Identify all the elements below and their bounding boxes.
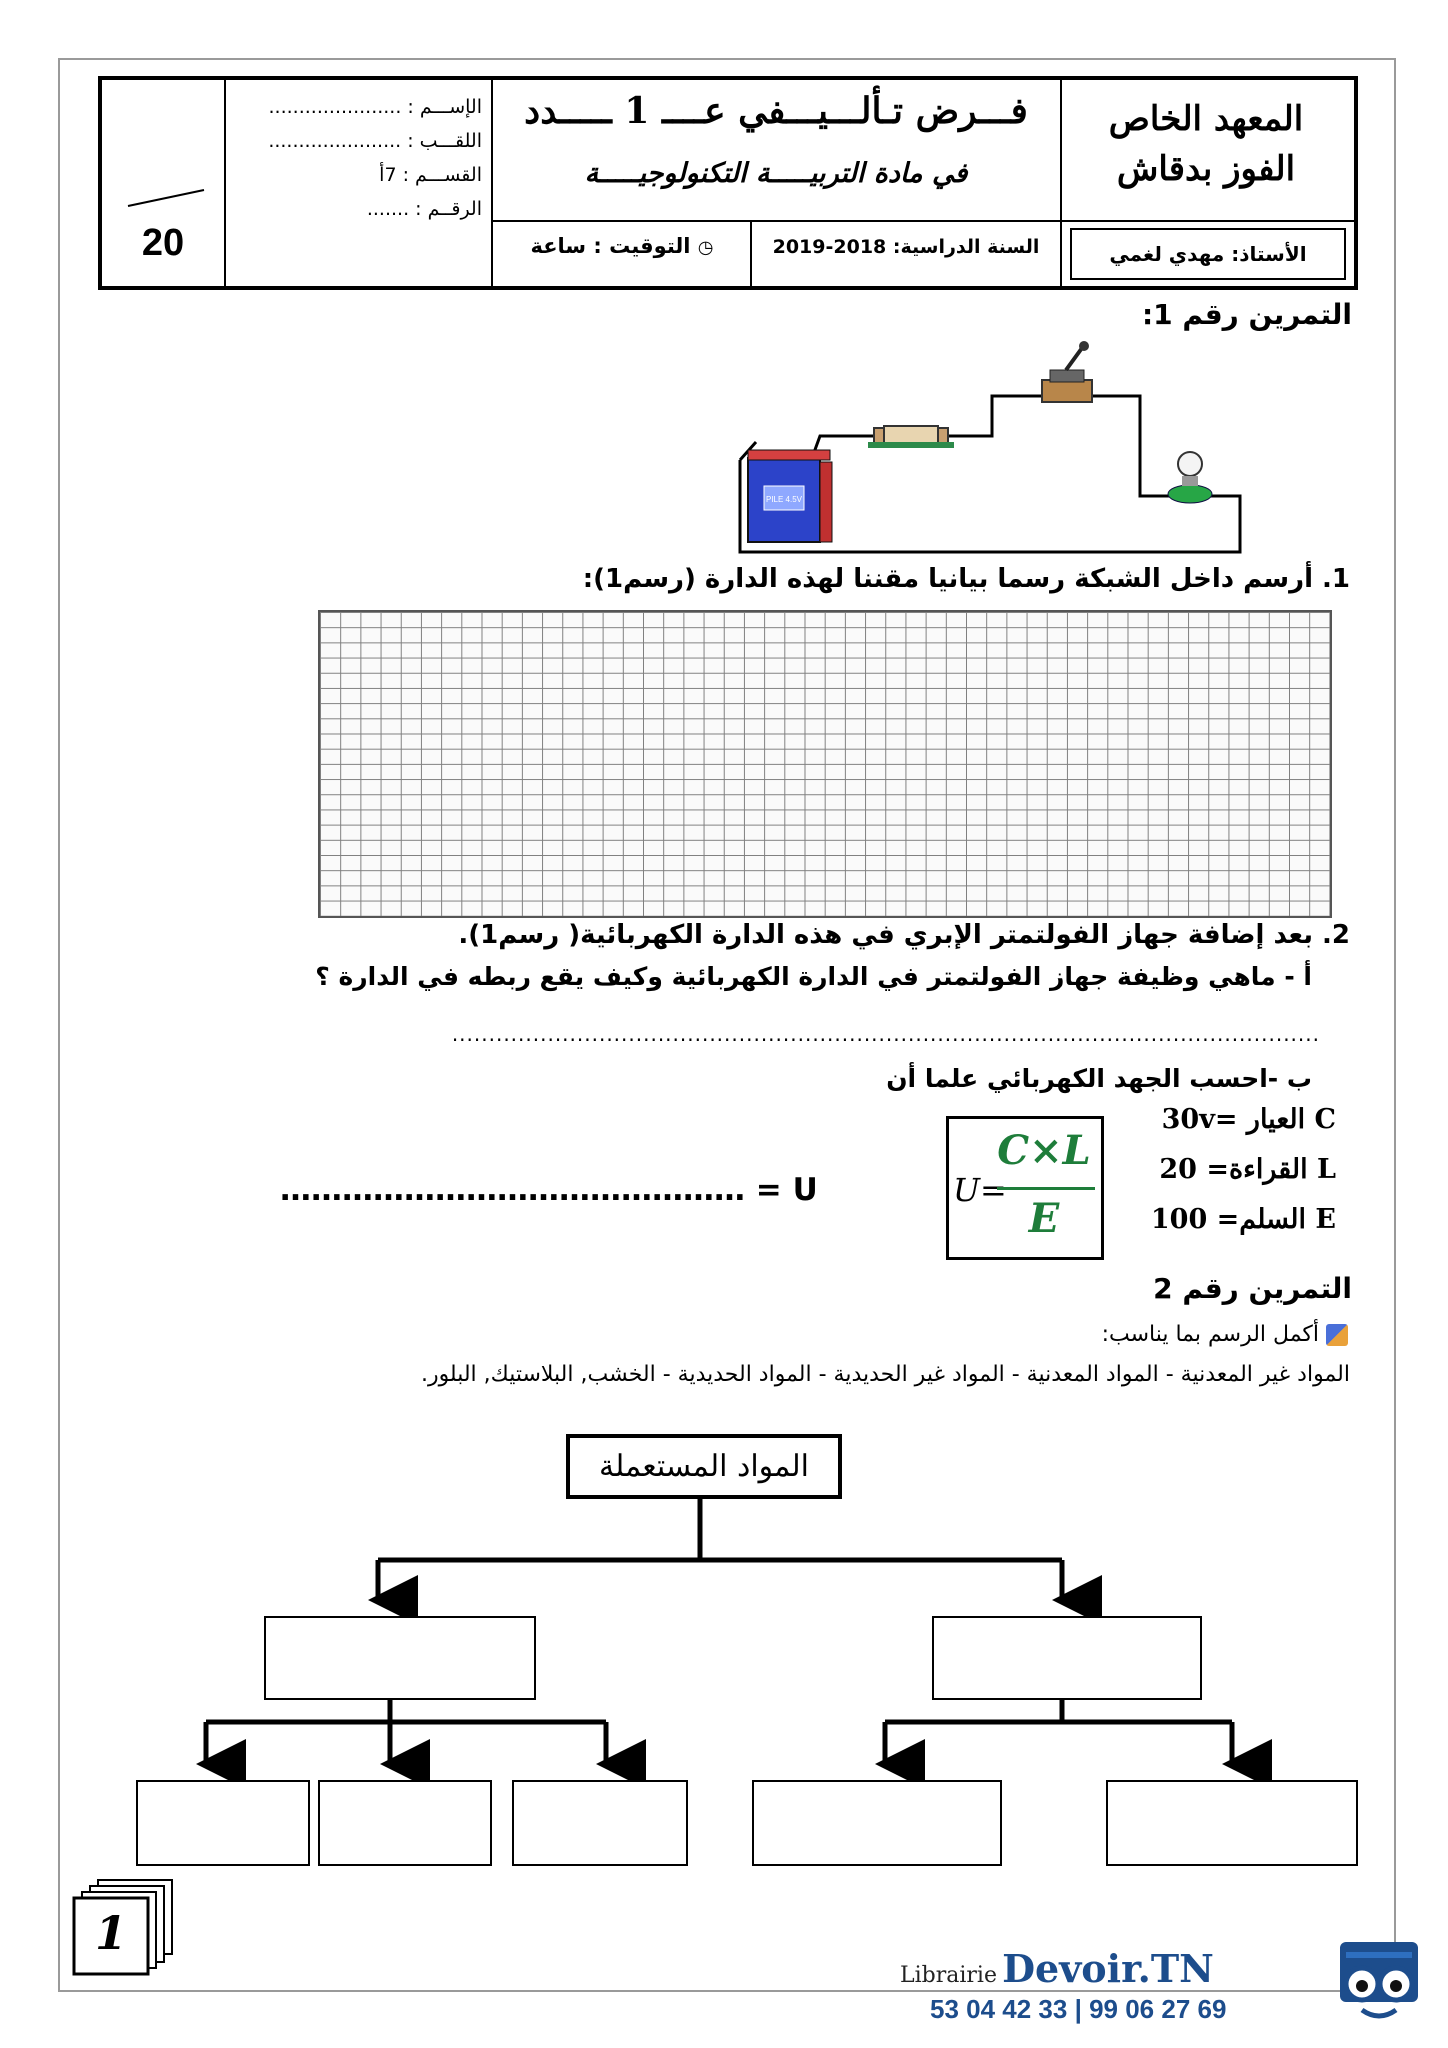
word-bank: المواد غير المعدنية - المواد المعدنية - المواد غير الحديدية - المواد الحديدية - الخشب, البلاستيك, البلور. bbox=[420, 1362, 1350, 1387]
answer-line[interactable]: ...................................................................................................................... bbox=[451, 1022, 1320, 1046]
given-e-text: السلم= 100 bbox=[1150, 1204, 1306, 1235]
tree-leaf-box-2[interactable] bbox=[318, 1780, 492, 1866]
tree-leaf-box-1[interactable] bbox=[136, 1780, 310, 1866]
subject-line: في مادة التربيـــــة التكنولوجيـــــة bbox=[584, 158, 968, 189]
teacher-name: الأستاذ: مهدي لغمي bbox=[1070, 228, 1346, 280]
exercise1-title: التمرين رقم 1: bbox=[1141, 298, 1352, 331]
tree-leaf-box-5[interactable] bbox=[1106, 1780, 1358, 1866]
tree-level1-right-box[interactable] bbox=[932, 1616, 1202, 1700]
instruction-text: أكمل الرسم بما يناسب: bbox=[1101, 1322, 1319, 1347]
name-field[interactable]: الإســـم : ...................... bbox=[268, 96, 482, 118]
number-field[interactable]: الرقــم : ....... bbox=[366, 198, 482, 220]
question-1: 1. أرسم داخل الشبكة رسما بيانيا مقننا لهذه الدارة (رسم1): bbox=[582, 564, 1350, 594]
surname-field[interactable]: اللقـــب : ...................... bbox=[268, 130, 482, 152]
battery-label: PILE 4.5V bbox=[765, 495, 803, 504]
given-l-letter: L bbox=[1317, 1154, 1336, 1185]
test-title: فـــرض تـألـــيـــفي عــــ 1 ـــــدد bbox=[524, 90, 1028, 132]
brand-prefix: Librairie bbox=[900, 1963, 997, 1988]
exercise2-title: التمرين رقم 2 bbox=[1153, 1272, 1352, 1305]
book-mascot-icon bbox=[1334, 1938, 1424, 2032]
given-c-letter: C bbox=[1314, 1104, 1336, 1135]
score-total: 20 bbox=[141, 222, 185, 264]
question-2a: أ - ماهي وظيفة جهاز الفولتمتر في الدارة الكهربائية وكيف يقع ربطه في الدارة ؟ bbox=[315, 962, 1312, 991]
formula-numerator: C×L bbox=[997, 1127, 1091, 1174]
brand-phones: 53 04 42 33 | 99 06 27 69 bbox=[930, 1994, 1227, 2024]
clock-icon: ◷ bbox=[697, 237, 714, 258]
brand-logo bbox=[900, 1946, 1340, 1991]
given-e-letter: E bbox=[1315, 1204, 1336, 1235]
school-line-1: المعهد الخاص bbox=[1108, 99, 1304, 139]
tree-leaf-box-3[interactable] bbox=[512, 1780, 688, 1866]
u-answer-line[interactable]: U = ……………………………………… bbox=[280, 1172, 818, 1208]
formula-u: U= bbox=[953, 1171, 1007, 1209]
page-number: 1 bbox=[94, 1906, 127, 1960]
tree-root-box bbox=[566, 1434, 842, 1499]
class-field: القســـم : 7أ bbox=[379, 164, 482, 186]
tree-root-label: المواد المستعملة bbox=[598, 1449, 809, 1484]
brand-name: Devoir.TN bbox=[1002, 1946, 1214, 1991]
given-l-text: القراءة= 20 bbox=[1159, 1154, 1308, 1185]
school-line-2: الفوز بدقاش bbox=[1116, 149, 1296, 189]
given-c-text: العيار =30v bbox=[1161, 1104, 1306, 1135]
tree-level1-left-box[interactable] bbox=[264, 1616, 536, 1700]
duration-text: التوقيت : ساعة bbox=[530, 234, 691, 258]
question-2: 2. بعد إضافة جهاز الفولتمتر الإبري في هذه الدارة الكهربائية( رسم1). bbox=[458, 920, 1350, 950]
formula-denominator: E bbox=[1028, 1195, 1060, 1242]
school-year: السنة الدراسية: 2018-2019 bbox=[772, 236, 1040, 258]
question-2b: ب -احسب الجهد الكهربائي علما أن bbox=[886, 1064, 1312, 1093]
tree-leaf-box-4[interactable] bbox=[752, 1780, 1002, 1866]
